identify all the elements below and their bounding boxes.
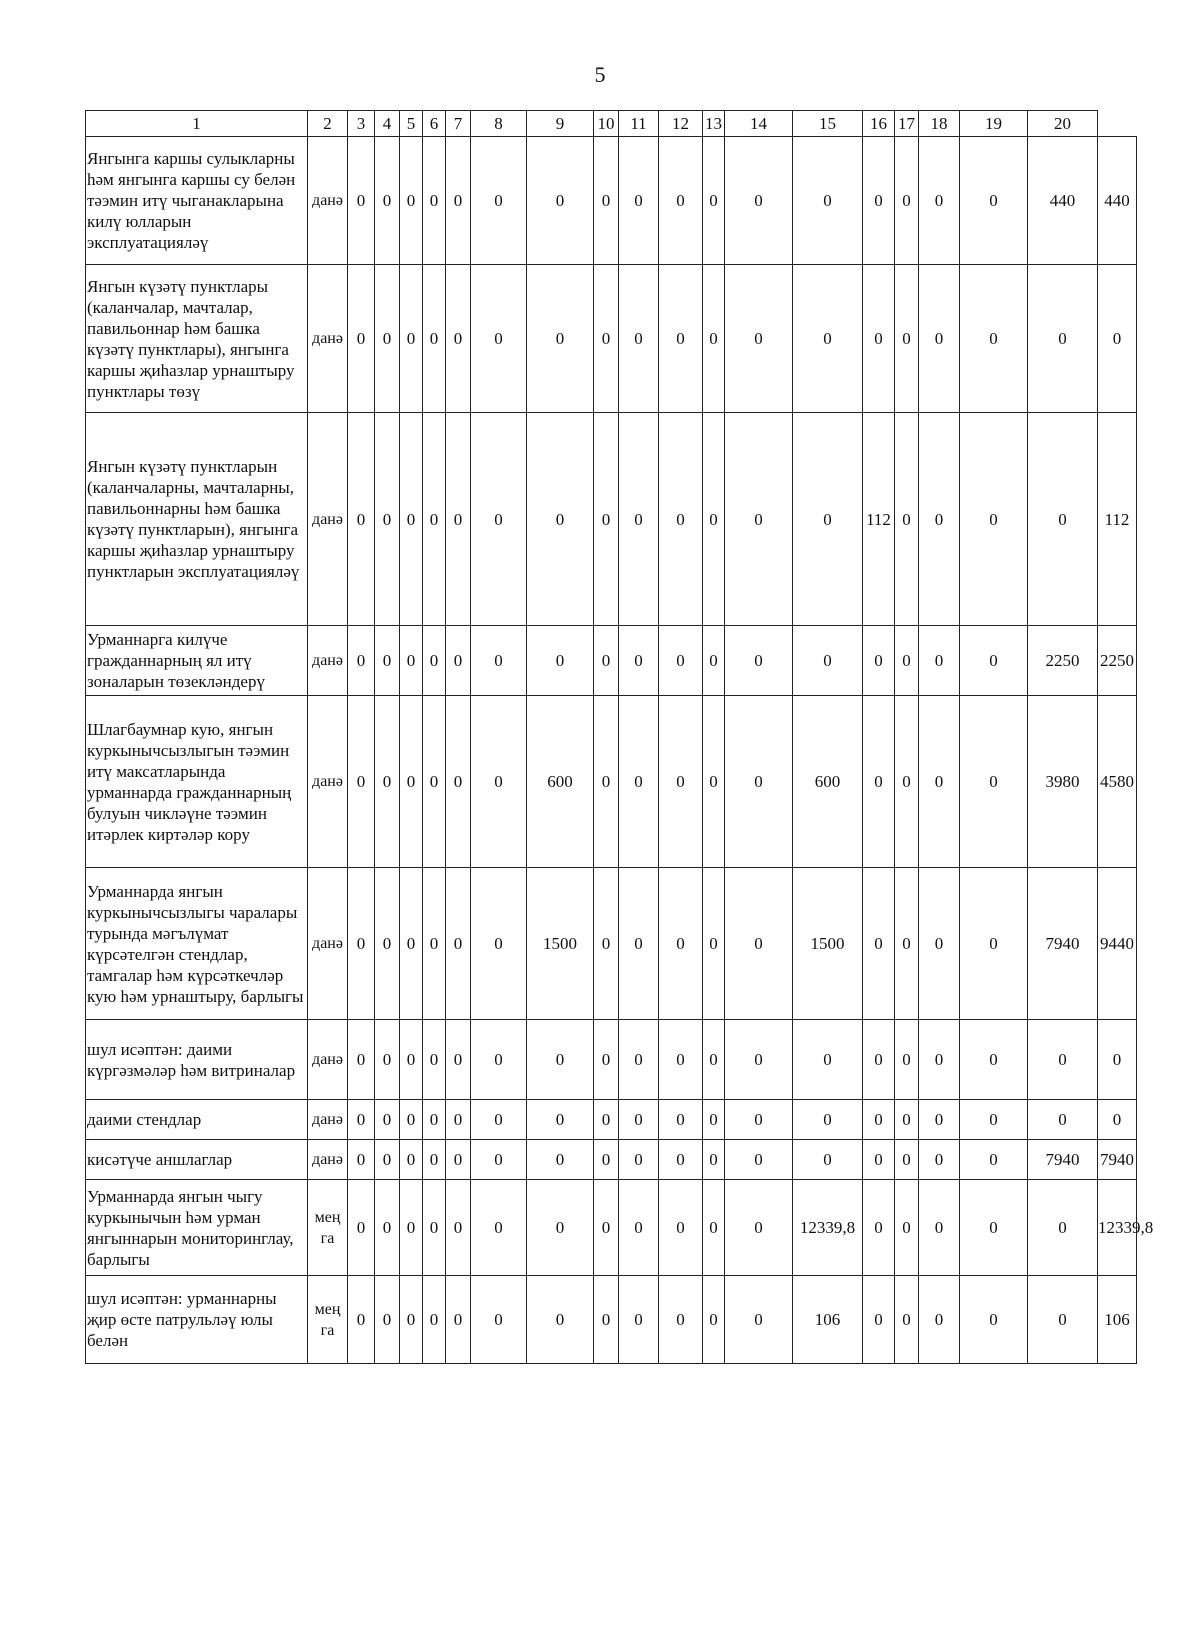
value-cell: 0	[919, 413, 960, 626]
header-cell: 2	[308, 111, 348, 137]
value-cell: 0	[423, 696, 446, 868]
value-cell: 0	[423, 137, 446, 265]
unit-cell: данә	[308, 868, 348, 1020]
value-cell: 2250	[1098, 626, 1137, 696]
value-cell: 600	[793, 696, 863, 868]
value-cell: 0	[703, 868, 725, 1020]
row-name-cell: кисәтүче аншлаглар	[86, 1140, 308, 1180]
value-cell: 2250	[1028, 626, 1098, 696]
value-cell: 0	[375, 137, 400, 265]
value-cell: 0	[960, 1276, 1028, 1364]
value-cell: 0	[919, 1276, 960, 1364]
value-cell: 0	[375, 265, 400, 413]
table-row	[86, 137, 1137, 265]
value-cell: 0	[895, 265, 919, 413]
value-cell: 0	[703, 1100, 725, 1140]
value-cell: 0	[960, 696, 1028, 868]
value-cell: 0	[1028, 413, 1098, 626]
value-cell: 0	[527, 626, 594, 696]
value-cell: 0	[594, 1140, 619, 1180]
value-cell: 0	[919, 265, 960, 413]
value-cell: 0	[725, 137, 793, 265]
value-cell: 0	[659, 1276, 703, 1364]
value-cell: 0	[793, 137, 863, 265]
value-cell: 0	[348, 868, 375, 1020]
value-cell: 0	[446, 413, 471, 626]
value-cell: 0	[919, 1100, 960, 1140]
value-cell: 0	[703, 1140, 725, 1180]
table-row	[86, 626, 1137, 696]
value-cell: 0	[863, 1020, 895, 1100]
value-cell: 0	[400, 137, 423, 265]
value-cell: 0	[960, 137, 1028, 265]
value-cell: 0	[471, 1020, 527, 1100]
value-cell: 106	[1098, 1276, 1137, 1364]
value-cell: 12339,8	[1098, 1180, 1137, 1276]
value-cell: 0	[527, 1100, 594, 1140]
value-cell: 0	[619, 137, 659, 265]
value-cell: 0	[375, 1140, 400, 1180]
value-cell: 0	[919, 626, 960, 696]
value-cell: 0	[703, 265, 725, 413]
value-cell: 0	[527, 265, 594, 413]
value-cell: 0	[895, 137, 919, 265]
header-cell: 14	[725, 111, 793, 137]
value-cell: 0	[1028, 1020, 1098, 1100]
header-cell: 3	[348, 111, 375, 137]
value-cell: 0	[863, 265, 895, 413]
value-cell: 0	[400, 1180, 423, 1276]
value-cell: 0	[919, 1180, 960, 1276]
header-cell: 11	[619, 111, 659, 137]
value-cell: 0	[725, 413, 793, 626]
value-cell: 0	[594, 265, 619, 413]
value-cell: 0	[348, 1100, 375, 1140]
value-cell: 4580	[1098, 696, 1137, 868]
value-cell: 0	[348, 696, 375, 868]
value-cell: 0	[400, 868, 423, 1020]
value-cell: 0	[400, 1100, 423, 1140]
value-cell: 0	[446, 1140, 471, 1180]
table-row	[86, 413, 1137, 626]
table-row	[86, 696, 1137, 868]
value-cell: 0	[1098, 265, 1137, 413]
value-cell: 0	[375, 1276, 400, 1364]
value-cell: 0	[471, 413, 527, 626]
value-cell: 0	[659, 1020, 703, 1100]
value-cell: 0	[659, 265, 703, 413]
value-cell: 0	[400, 1276, 423, 1364]
data-table	[85, 110, 1154, 1364]
value-cell: 0	[527, 1180, 594, 1276]
value-cell: 0	[375, 1100, 400, 1140]
row-name-cell: Шлагбаумнар кую, янгын куркынычсызлыгын тәэмин итү максатларында урманнарда гражданнарның булуын чикләүне тәэмин итәрлек киртәләр кору	[86, 696, 308, 868]
value-cell: 440	[1098, 137, 1137, 265]
row-name-cell: Янгын күзәтү пунктларын (каланчаларны, мачталарны, павильоннарны һәм башка күзәтү пунктларын), янгынга каршы җиһазлар урнаштыру пунктларын эксплуатацияләү	[86, 413, 308, 626]
row-name-cell: Урманнарда янгын чыгу куркынычын һәм урман янгыннарын мониторинглау, барлыгы	[86, 1180, 308, 1276]
table-row	[86, 1140, 1137, 1180]
value-cell: 0	[619, 1140, 659, 1180]
value-cell: 0	[446, 265, 471, 413]
value-cell: 0	[527, 413, 594, 626]
value-cell: 0	[446, 1020, 471, 1100]
table-row	[86, 265, 1137, 413]
value-cell: 0	[793, 1020, 863, 1100]
value-cell: 0	[725, 1100, 793, 1140]
value-cell: 0	[527, 1276, 594, 1364]
value-cell: 0	[725, 1276, 793, 1364]
value-cell: 0	[725, 1020, 793, 1100]
value-cell: 0	[348, 1180, 375, 1276]
value-cell: 0	[375, 1180, 400, 1276]
row-name-cell: даими стендлар	[86, 1100, 308, 1140]
value-cell: 0	[703, 626, 725, 696]
value-cell: 0	[863, 1180, 895, 1276]
value-cell: 0	[619, 1276, 659, 1364]
value-cell: 0	[895, 1020, 919, 1100]
value-cell: 0	[375, 413, 400, 626]
value-cell: 0	[594, 696, 619, 868]
value-cell: 0	[659, 413, 703, 626]
unit-cell: данә	[308, 1100, 348, 1140]
value-cell: 7940	[1098, 1140, 1137, 1180]
value-cell: 0	[446, 1100, 471, 1140]
value-cell: 0	[594, 1180, 619, 1276]
value-cell: 0	[863, 137, 895, 265]
value-cell: 0	[348, 626, 375, 696]
header-cell: 12	[659, 111, 703, 137]
value-cell: 0	[659, 696, 703, 868]
value-cell: 7940	[1028, 868, 1098, 1020]
value-cell: 0	[863, 696, 895, 868]
value-cell: 0	[793, 1140, 863, 1180]
value-cell: 0	[659, 1180, 703, 1276]
unit-cell: данә	[308, 626, 348, 696]
row-name-cell: шул исәптән: урманнарны җир өсте патрульләү юлы белән	[86, 1276, 308, 1364]
header-cell: 9	[527, 111, 594, 137]
value-cell: 0	[527, 1020, 594, 1100]
header-cell: 15	[793, 111, 863, 137]
value-cell: 1500	[527, 868, 594, 1020]
value-cell: 0	[895, 626, 919, 696]
value-cell: 0	[960, 626, 1028, 696]
value-cell: 0	[619, 626, 659, 696]
value-cell: 0	[423, 413, 446, 626]
unit-cell: данә	[308, 413, 348, 626]
value-cell: 0	[471, 626, 527, 696]
unit-cell: данә	[308, 137, 348, 265]
value-cell: 106	[793, 1276, 863, 1364]
value-cell: 0	[793, 626, 863, 696]
value-cell: 0	[919, 1140, 960, 1180]
value-cell: 0	[725, 626, 793, 696]
value-cell: 0	[423, 1100, 446, 1140]
unit-cell: данә	[308, 1140, 348, 1180]
header-cell: 4	[375, 111, 400, 137]
value-cell: 0	[471, 1180, 527, 1276]
value-cell: 0	[895, 1100, 919, 1140]
value-cell: 0	[594, 1100, 619, 1140]
value-cell: 0	[375, 868, 400, 1020]
value-cell: 0	[348, 265, 375, 413]
header-cell: 20	[1028, 111, 1098, 137]
value-cell: 0	[423, 1276, 446, 1364]
value-cell: 0	[919, 696, 960, 868]
value-cell: 0	[471, 1140, 527, 1180]
value-cell: 0	[895, 413, 919, 626]
value-cell: 0	[423, 1020, 446, 1100]
value-cell: 9440	[1098, 868, 1137, 1020]
value-cell: 0	[960, 1100, 1028, 1140]
value-cell: 0	[895, 868, 919, 1020]
value-cell: 0	[793, 265, 863, 413]
table-row	[86, 868, 1137, 1020]
value-cell: 0	[527, 1140, 594, 1180]
header-cell: 16	[863, 111, 895, 137]
table-row	[86, 1100, 1137, 1140]
value-cell: 0	[793, 1100, 863, 1140]
header-cell: 8	[471, 111, 527, 137]
value-cell: 0	[400, 265, 423, 413]
value-cell: 0	[703, 1276, 725, 1364]
value-cell: 0	[793, 413, 863, 626]
value-cell: 0	[423, 626, 446, 696]
value-cell: 112	[1098, 413, 1137, 626]
table-row	[86, 1180, 1137, 1276]
value-cell: 0	[895, 1276, 919, 1364]
value-cell: 12339,8	[793, 1180, 863, 1276]
value-cell: 0	[594, 137, 619, 265]
row-name-cell: Урманнарга килүче гражданнарның ял итү зоналарын төзекләндерү	[86, 626, 308, 696]
value-cell: 0	[863, 1140, 895, 1180]
unit-cell: мең га	[308, 1180, 348, 1276]
value-cell: 0	[400, 1140, 423, 1180]
value-cell: 0	[423, 1140, 446, 1180]
value-cell: 0	[703, 1180, 725, 1276]
value-cell: 0	[1028, 1100, 1098, 1140]
unit-cell: мең га	[308, 1276, 348, 1364]
value-cell: 0	[446, 626, 471, 696]
header-cell: 13	[703, 111, 725, 137]
value-cell: 0	[895, 696, 919, 868]
value-cell: 0	[375, 626, 400, 696]
value-cell: 0	[725, 265, 793, 413]
value-cell: 440	[1028, 137, 1098, 265]
value-cell: 0	[919, 1020, 960, 1100]
page-number: 5	[594, 62, 606, 87]
value-cell: 0	[960, 265, 1028, 413]
value-cell: 0	[348, 413, 375, 626]
value-cell: 0	[1028, 265, 1098, 413]
header-cell: 19	[960, 111, 1028, 137]
row-name-cell: шул исәптән: даими күргәзмәләр һәм витриналар	[86, 1020, 308, 1100]
value-cell: 0	[725, 1180, 793, 1276]
value-cell: 0	[471, 137, 527, 265]
value-cell: 0	[863, 1100, 895, 1140]
value-cell: 0	[1028, 1180, 1098, 1276]
value-cell: 0	[594, 626, 619, 696]
value-cell: 0	[594, 413, 619, 626]
value-cell: 0	[400, 1020, 423, 1100]
value-cell: 0	[895, 1180, 919, 1276]
value-cell: 600	[527, 696, 594, 868]
header-cell: 5	[400, 111, 423, 137]
unit-cell: данә	[308, 1020, 348, 1100]
value-cell: 0	[400, 413, 423, 626]
value-cell: 0	[1098, 1100, 1137, 1140]
value-cell: 0	[375, 696, 400, 868]
value-cell: 0	[619, 868, 659, 1020]
value-cell: 0	[423, 868, 446, 1020]
value-cell: 0	[725, 868, 793, 1020]
value-cell: 0	[619, 413, 659, 626]
header-cell: 7	[446, 111, 471, 137]
value-cell: 0	[619, 1180, 659, 1276]
value-cell: 0	[895, 1140, 919, 1180]
header-cell: 17	[895, 111, 919, 137]
value-cell: 0	[659, 868, 703, 1020]
unit-cell: данә	[308, 696, 348, 868]
value-cell: 0	[594, 868, 619, 1020]
value-cell: 0	[960, 1180, 1028, 1276]
value-cell: 0	[348, 1140, 375, 1180]
header-cell: 10	[594, 111, 619, 137]
row-name-cell: Янгын күзәтү пунктлары (каланчалар, мачталар, павильоннар һәм башка күзәтү пунктлары), янгынга каршы җиһазлар урнаштыру пунктлары төзү	[86, 265, 308, 413]
value-cell: 0	[919, 137, 960, 265]
value-cell: 0	[400, 696, 423, 868]
value-cell: 0	[725, 696, 793, 868]
value-cell: 0	[348, 1276, 375, 1364]
value-cell: 0	[527, 137, 594, 265]
value-cell: 0	[594, 1020, 619, 1100]
value-cell: 0	[471, 868, 527, 1020]
value-cell: 0	[960, 1020, 1028, 1100]
value-cell: 1500	[793, 868, 863, 1020]
value-cell: 0	[659, 626, 703, 696]
value-cell: 0	[619, 696, 659, 868]
value-cell: 0	[863, 1276, 895, 1364]
value-cell: 0	[703, 413, 725, 626]
value-cell: 0	[423, 265, 446, 413]
value-cell: 0	[471, 696, 527, 868]
value-cell: 0	[1028, 1276, 1098, 1364]
value-cell: 0	[960, 413, 1028, 626]
header-cell: 18	[919, 111, 960, 137]
value-cell: 0	[863, 868, 895, 1020]
value-cell: 0	[619, 1100, 659, 1140]
value-cell: 0	[594, 1276, 619, 1364]
value-cell: 0	[400, 626, 423, 696]
value-cell: 0	[703, 1020, 725, 1100]
value-cell: 0	[619, 265, 659, 413]
value-cell: 0	[423, 1180, 446, 1276]
value-cell: 0	[703, 696, 725, 868]
value-cell: 112	[863, 413, 895, 626]
value-cell: 0	[348, 137, 375, 265]
value-cell: 0	[446, 137, 471, 265]
value-cell: 0	[725, 1140, 793, 1180]
header-row	[86, 111, 1137, 137]
value-cell: 0	[471, 1100, 527, 1140]
value-cell: 0	[471, 265, 527, 413]
value-cell: 7940	[1028, 1140, 1098, 1180]
unit-cell: данә	[308, 265, 348, 413]
value-cell: 0	[659, 1100, 703, 1140]
value-cell: 0	[703, 137, 725, 265]
value-cell: 3980	[1028, 696, 1098, 868]
value-cell: 0	[1098, 1020, 1137, 1100]
table-row	[86, 1276, 1137, 1364]
value-cell: 0	[348, 1020, 375, 1100]
value-cell: 0	[960, 868, 1028, 1020]
row-name-cell: Янгынга каршы сулыкларны һәм янгынга каршы су белән тәэмин итү чыганакларына килү юлларын эксплуатацияләү	[86, 137, 308, 265]
value-cell: 0	[659, 1140, 703, 1180]
value-cell: 0	[960, 1140, 1028, 1180]
value-cell: 0	[446, 1276, 471, 1364]
value-cell: 0	[446, 868, 471, 1020]
header-cell: 1	[86, 111, 308, 137]
value-cell: 0	[471, 1276, 527, 1364]
value-cell: 0	[863, 626, 895, 696]
table-row	[86, 1020, 1137, 1100]
value-cell: 0	[375, 1020, 400, 1100]
value-cell: 0	[446, 1180, 471, 1276]
row-name-cell: Урманнарда янгын куркынычсызлыгы чаралары турында мәгълүмат күрсәтелгән стендлар, тамгалар һәм күрсәткечләр кую һәм урнаштыру, барлыгы	[86, 868, 308, 1020]
value-cell: 0	[659, 137, 703, 265]
header-cell: 6	[423, 111, 446, 137]
value-cell: 0	[446, 696, 471, 868]
value-cell: 0	[919, 868, 960, 1020]
value-cell: 0	[619, 1020, 659, 1100]
